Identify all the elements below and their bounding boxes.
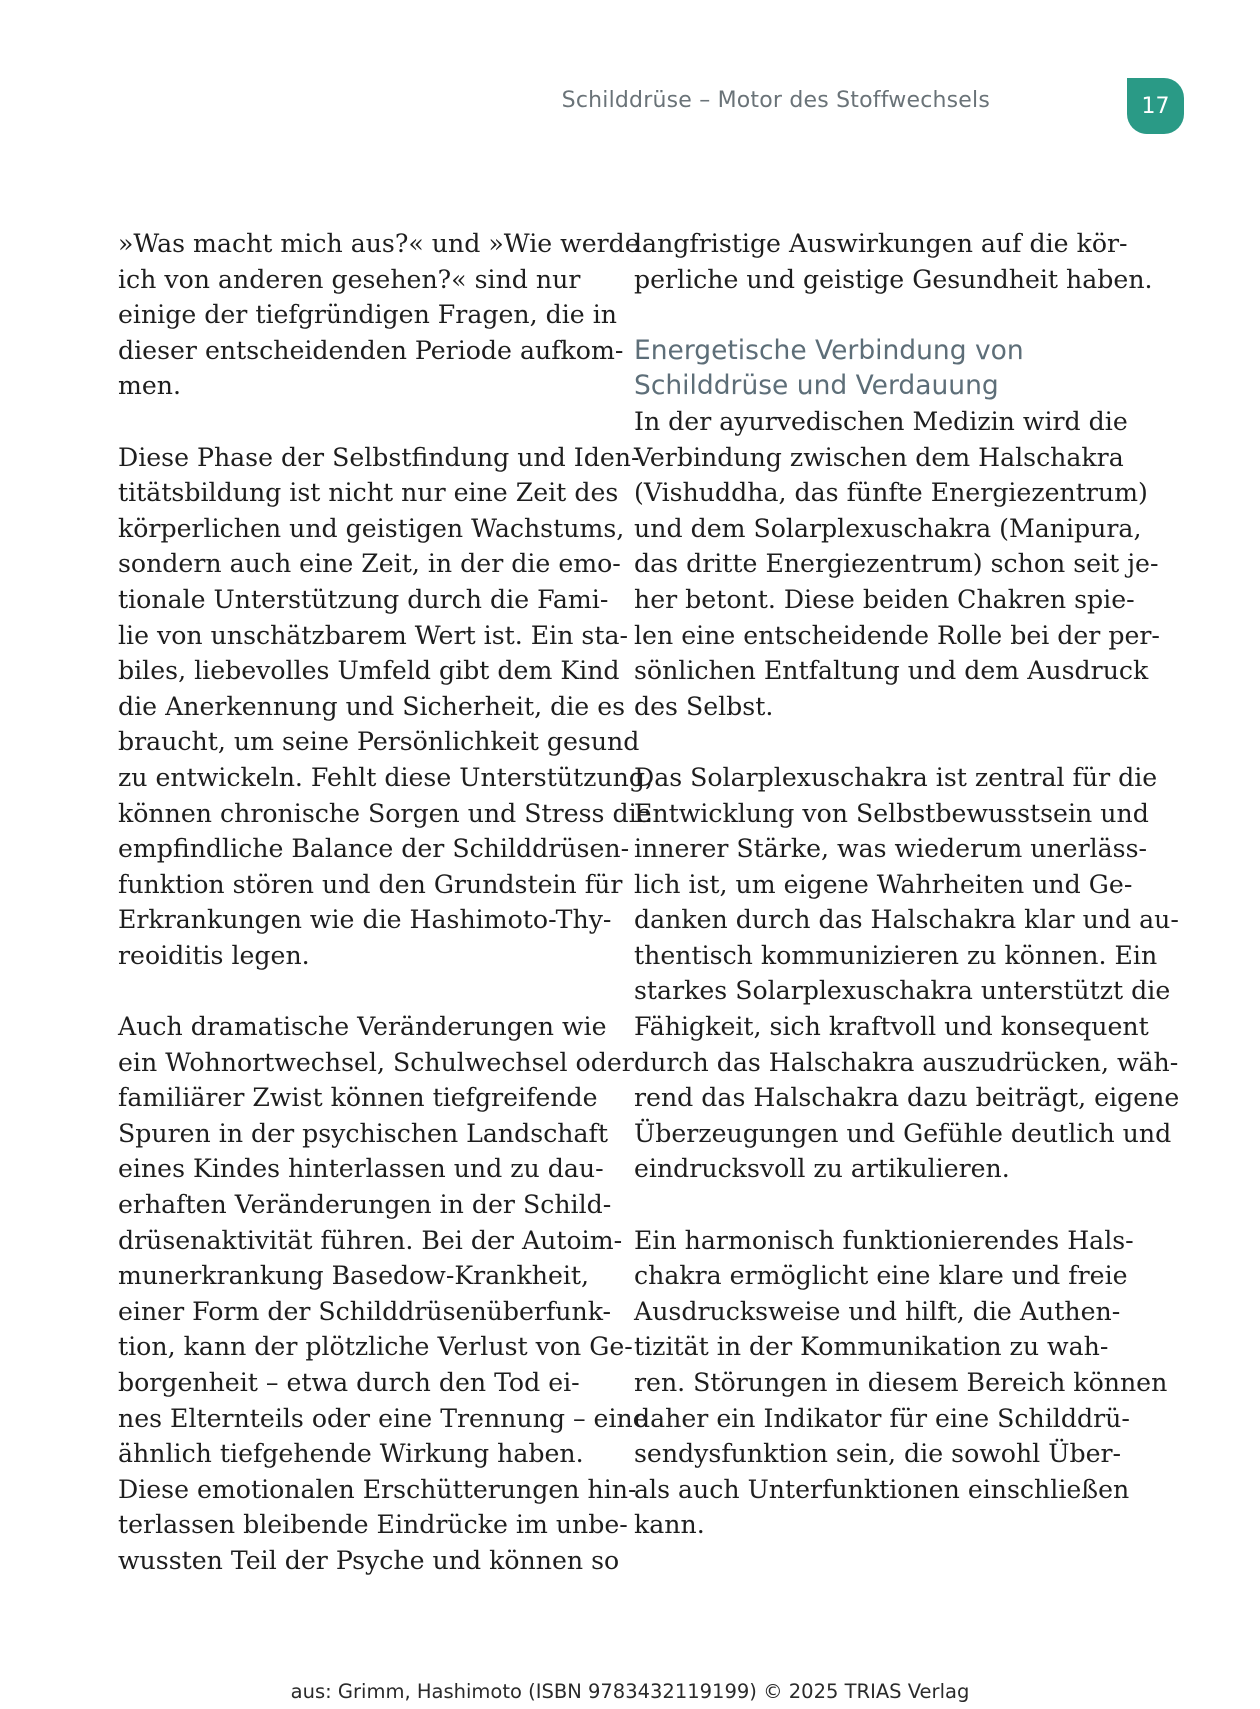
text-line: braucht, um seine Persönlichkeit gesund: [118, 727, 640, 757]
left-text-column: [118, 226, 654, 1579]
source-footer: aus: Grimm, Hashimoto (ISBN 9783432119199) © 2025 TRIAS Verlag: [290, 1680, 970, 1703]
text-line: biles, liebevolles Umfeld gibt dem Kind: [118, 656, 620, 686]
text-line: funktion stören und den Grundstein für: [118, 869, 623, 899]
text-line: körperlichen und geistigen Wachstums,: [118, 513, 625, 543]
text-line: titätsbildung ist nicht nur eine Zeit des: [118, 478, 619, 508]
right-paragraphs: [634, 404, 1180, 1543]
text-line: Ein harmonisch funktionierendes Hals-: [634, 1225, 1134, 1255]
text-line: eines Kindes hinterlassen und zu dau-: [118, 1154, 604, 1184]
text-line: als auch Unterfunktionen einschließen: [634, 1474, 1130, 1504]
text-line: Das Solarplexuschakra ist zentral für die: [634, 762, 1158, 792]
text-line: erhaften Veränderungen in der Schild-: [118, 1190, 612, 1220]
paragraph: [634, 760, 1180, 1187]
text-line: Spuren in der psychischen Landschaft: [118, 1118, 608, 1148]
text-line: »Was macht mich aus?« und »Wie werde: [118, 229, 640, 258]
paragraph: [634, 1223, 1168, 1543]
text-line: danken durch das Halschakra klar und au-: [634, 905, 1179, 935]
text-line: In der ayurvedischen Medizin wird die: [634, 406, 1128, 436]
text-line: Überzeugungen und Gefühle deutlich und: [634, 1118, 1172, 1148]
text-line: munerkrankung Basedow-Krankheit,: [118, 1261, 590, 1291]
paragraph: [634, 404, 1160, 724]
text-line: Auch dramatische Veränderungen wie: [118, 1012, 607, 1042]
text-line: lich ist, um eigene Wahrheiten und Ge-: [634, 869, 1133, 899]
text-line: und dem Solarplexuschakra (Manipura,: [634, 513, 1142, 543]
paragraph: [634, 226, 1153, 297]
text-line: (Vishuddha, das fünfte Energiezentrum): [634, 478, 1148, 508]
text-line: chakra ermöglicht eine klare und freie: [634, 1261, 1128, 1291]
text-line: einer Form der Schilddrüsenüberfunk-: [118, 1296, 612, 1326]
text-line: tion, kann der plötzliche Verlust von Ge-: [118, 1332, 633, 1362]
running-head-title: Schilddrüse – Motor des Stoffwechsels: [561, 88, 990, 113]
text-line: borgenheit – etwa durch den Tod ei-: [118, 1368, 580, 1397]
text-line: dieser entscheidenden Periode aufkom-: [118, 335, 624, 365]
page-number-badge: [1127, 78, 1184, 134]
text-line: zu entwickeln. Fehlt diese Unterstützung,: [118, 762, 654, 792]
text-line: len eine entscheidende Rolle bei der per-: [634, 620, 1160, 650]
paragraph: [118, 1009, 648, 1579]
text-line: men.: [118, 371, 182, 401]
text-line: Erkrankungen wie die Hashimoto-Thy-: [118, 905, 612, 935]
text-line: durch das Halschakra auszudrücken, wäh-: [634, 1047, 1179, 1077]
text-line: Fähigkeit, sich kraftvoll und konsequent: [634, 1012, 1149, 1042]
text-line: thentisch kommunizieren zu können. Ein: [634, 940, 1158, 970]
section-heading: [634, 333, 1114, 404]
text-line: können chronische Sorgen und Stress die: [118, 798, 652, 828]
text-line: ähnlich tiefgehende Wirkung haben.: [118, 1439, 584, 1469]
text-line: einige der tiefgründigen Fragen, die in: [118, 300, 617, 330]
text-line: lie von unschätzbarem Wert ist. Ein sta-: [118, 620, 628, 650]
text-line: tionale Unterstützung durch die Fami-: [118, 584, 609, 614]
text-line: sondern auch eine Zeit, in der die emo-: [118, 549, 621, 579]
text-line: ein Wohnortwechsel, Schulwechsel oder: [118, 1047, 634, 1077]
text-line: tizität in der Kommunikation zu wah-: [634, 1332, 1109, 1362]
text-line: her betont. Diese beiden Chakren spie-: [634, 584, 1135, 614]
text-line: wussten Teil der Psyche und können so: [118, 1545, 620, 1575]
text-line: Schilddrüse und Verdauung: [634, 370, 999, 402]
text-line: Ausdrucksweise und hilft, die Authen-: [634, 1296, 1121, 1326]
text-line: perliche und geistige Gesundheit haben.: [634, 264, 1153, 294]
text-line: ich von anderen gesehen?« sind nur: [118, 264, 581, 294]
text-line: reoiditis legen.: [118, 940, 310, 970]
text-line: Energetische Verbindung von: [634, 334, 1024, 366]
text-line: rend das Halschakra dazu beiträgt, eigene: [634, 1083, 1180, 1113]
text-line: innerer Stärke, was wiederum unerläss-: [634, 834, 1148, 864]
text-line: kann.: [634, 1510, 705, 1540]
text-line: terlassen bleibende Eindrücke im unbe-: [118, 1510, 628, 1540]
paragraph: [118, 226, 640, 404]
text-line: Verbindung zwischen dem Halschakra: [634, 442, 1124, 472]
page-number: 17: [1141, 93, 1170, 119]
text-line: starkes Solarplexuschakra unterstützt die: [634, 976, 1171, 1006]
right-text-column: [634, 226, 1180, 1543]
text-line: drüsenaktivität führen. Bei der Autoim-: [118, 1225, 623, 1255]
text-line: daher ein Indikator für eine Schilddrü-: [634, 1403, 1130, 1433]
text-line: familiärer Zwist können tiefgreifende: [118, 1083, 598, 1113]
text-line: Diese emotionalen Erschütterungen hin-: [118, 1474, 637, 1504]
text-line: empfindliche Balance der Schilddrüsen-: [118, 834, 630, 864]
text-line: langfristige Auswirkungen auf die kör-: [634, 229, 1128, 258]
text-line: die Anerkennung und Sicherheit, die es: [118, 691, 626, 721]
text-line: sönlichen Entfaltung und dem Ausdruck: [634, 656, 1149, 686]
text-line: nes Elternteils oder eine Trennung – eine: [118, 1403, 648, 1433]
text-line: sendysfunktion sein, die sowohl Über-: [634, 1439, 1122, 1469]
paragraph: [118, 440, 654, 974]
text-line: Diese Phase der Selbstfindung und Iden-: [118, 442, 640, 472]
text-line: ren. Störungen in diesem Bereich können: [634, 1368, 1168, 1397]
text-line: eindrucksvoll zu artikulieren.: [634, 1154, 1010, 1184]
text-line: das dritte Energiezentrum) schon seit je-: [634, 549, 1159, 579]
text-line: Entwicklung von Selbstbewusstsein und: [634, 798, 1149, 828]
text-line: des Selbst.: [634, 691, 774, 721]
